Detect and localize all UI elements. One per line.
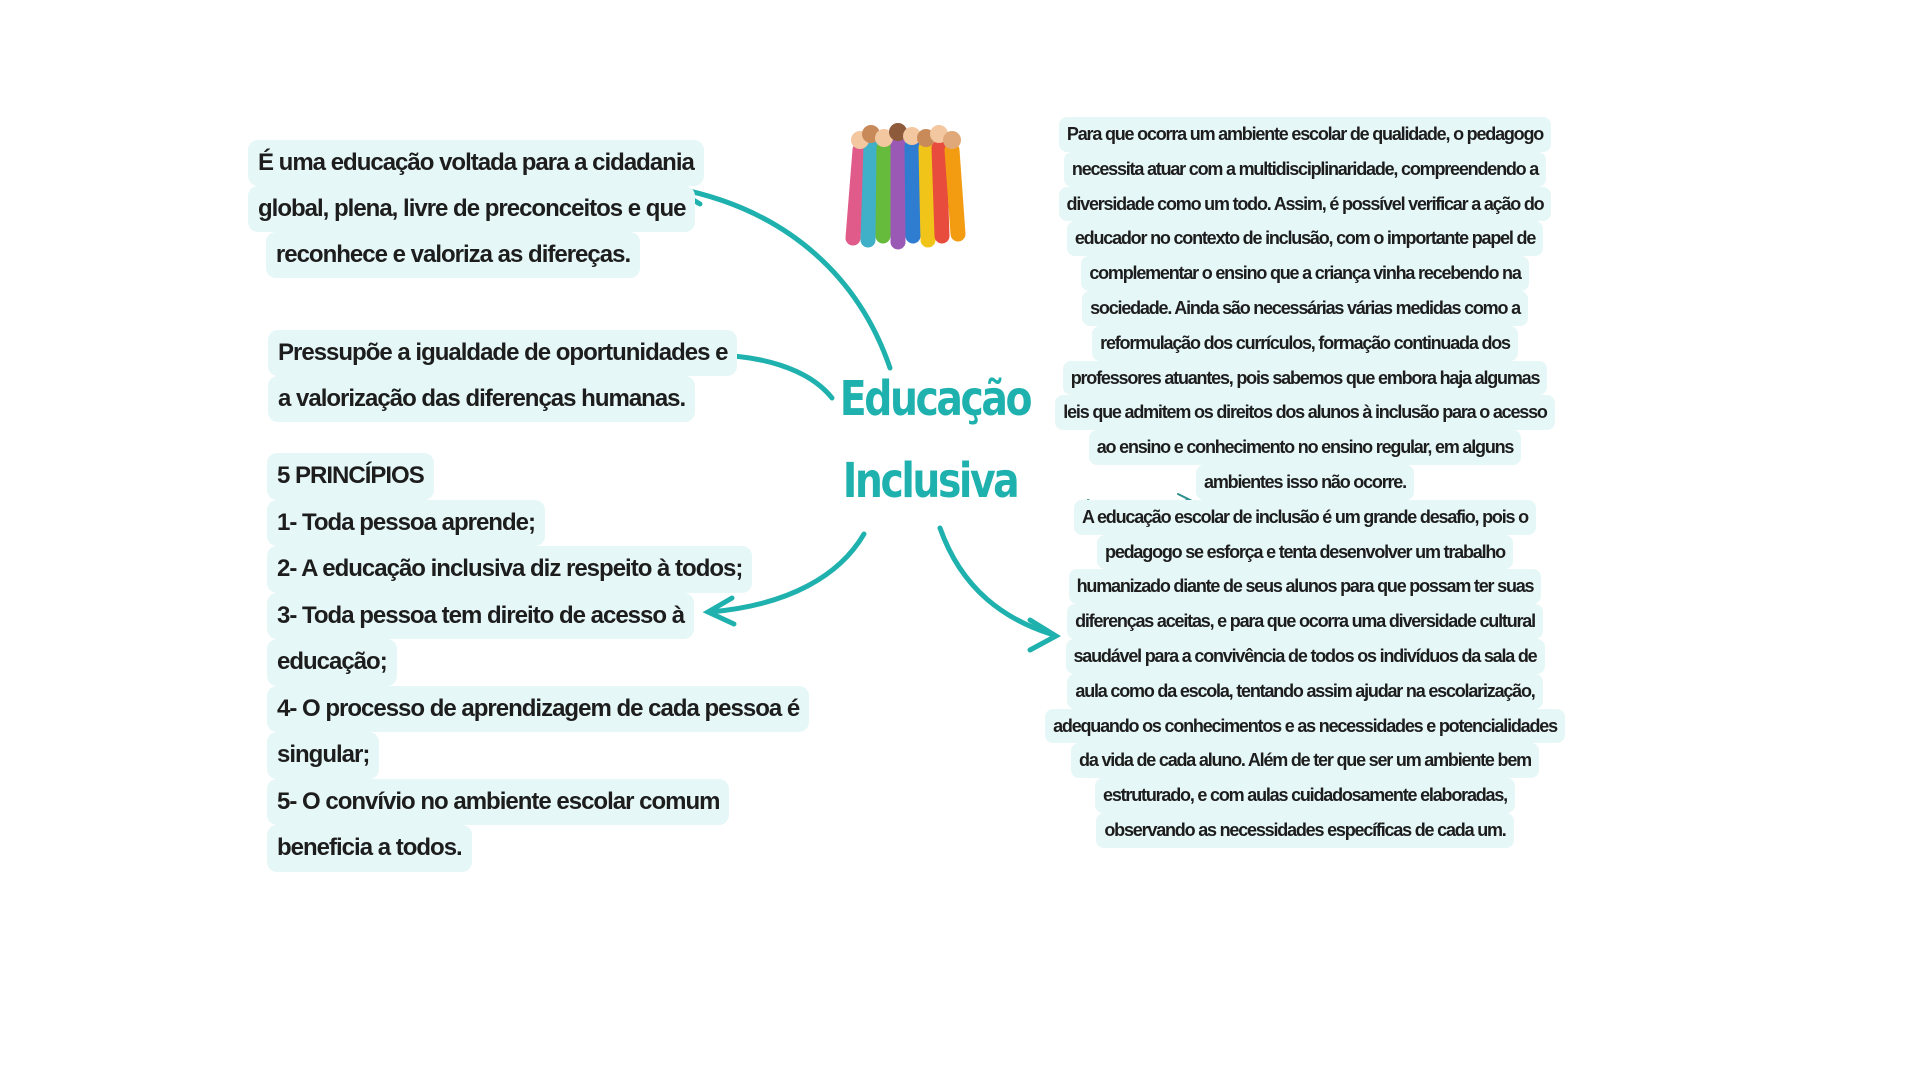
paragraph-line: estruturado, e com aulas cuidadosamente elaboradas, [1095,778,1515,813]
equality-line: Pressupõe a igualdade de oportunidades e [268,330,737,376]
paragraph-line: da vida de cada aluno. Além de ter que ser um ambiente bem [1071,743,1539,778]
paragraph-line: reformulação dos currículos, formação continuada dos [1092,326,1518,361]
definition-line: global, plena, livre de preconceitos e que [248,186,695,232]
definition-line: reconhece e valoriza as difereças. [266,232,640,278]
paragraph-line: ambientes isso não ocorre. [1196,465,1414,500]
paragraph-line: A educação escolar de inclusão é um grande desafio, pois o [1074,500,1536,535]
paragraph-line: professores atuantes, pois sabemos que embora haja algumas [1063,361,1548,396]
principle-line: 3- Toda pessoa tem direito de acesso à [267,593,694,640]
paragraph-line: adequando os conhecimentos e as necessidades e potencialidades [1045,709,1565,744]
arrow-to-right-text [940,528,1054,635]
principle-line: 2- A educação inclusiva diz respeito à todos; [267,546,752,593]
principle-line: 1- Toda pessoa aprende; [267,500,545,547]
principles-heading: 5 PRINCÍPIOS [267,453,434,500]
paragraph-line: observando as necessidades específicas de cada um. [1096,813,1513,848]
central-title-line-1: Educação [839,371,1031,427]
definition-line: É uma educação voltada para a cidadania [248,140,704,186]
paragraph-line: saudável para a convivência de todos os indivíduos da sala de [1066,639,1545,674]
paragraph-line: pedagogo se esforça e tenta desenvolver um trabalho [1097,535,1513,570]
paragraph-line: necessita atuar com a multidisciplinaridade, compreendendo a [1064,152,1546,187]
central-title-line-2: Inclusiva [842,453,1018,509]
central-title [820,358,1040,522]
paragraph-line: sociedade. Ainda são necessárias várias medidas como a [1082,291,1528,326]
equality-text [268,330,728,422]
paragraph-line: educador no contexto de inclusão, com o importante papel de [1067,221,1543,256]
principle-line: educação; [267,639,397,686]
principle-line: beneficia a todos. [267,825,472,872]
pedagogue-role-text [1045,117,1565,848]
principles-list [267,453,800,872]
raised-hands-icon [838,118,978,250]
paragraph-line: complementar o ensino que a criança vinha recebendo na [1081,256,1528,291]
paragraph-line: diferenças aceitas, e para que ocorra uma diversidade cultural [1067,604,1543,639]
paragraph-line: diversidade como um todo. Assim, é possível verificar a ação do [1059,187,1552,222]
paragraph-line: ao ensino e conhecimento no ensino regular, em alguns [1089,430,1522,465]
principle-line: 5- O convívio no ambiente escolar comum [267,779,729,826]
paragraph-line: humanizado diante de seus alunos para que possam ter suas [1069,569,1542,604]
paragraph-line: Para que ocorra um ambiente escolar de qualidade, o pedagogo [1059,117,1551,152]
principle-line: singular; [267,732,379,779]
paragraph-line: leis que admitem os direitos dos alunos à inclusão para o acesso [1055,395,1554,430]
paragraph-line: aula como da escola, tentando assim ajudar na escolarização, [1067,674,1542,709]
principle-line: 4- O processo de aprendizagem de cada pessoa é [267,686,809,733]
equality-line: a valorização das diferenças humanas. [268,376,695,422]
definition-text [248,140,694,278]
